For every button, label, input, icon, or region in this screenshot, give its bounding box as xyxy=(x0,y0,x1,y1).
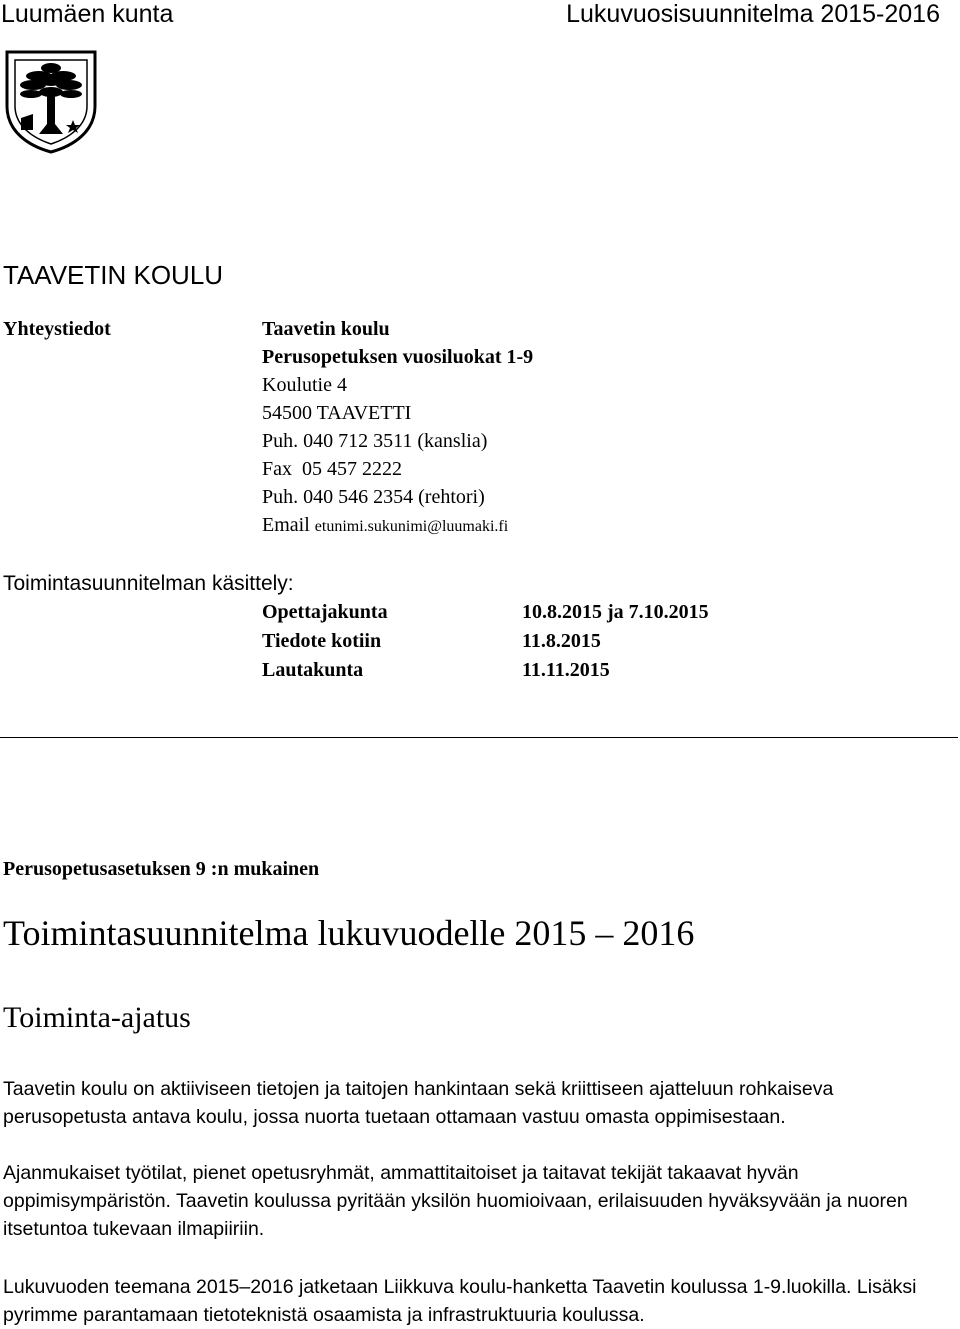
paragraph: Lukuvuoden teemana 2015–2016 jatketaan Liikkuva koulu-hanketta Taavetin koulussa 1-9.luokilla. Lisäksi pyrimme parantamaan tietoteknistä osaamista ja infrastruktuuria koulussa. xyxy=(3,1276,917,1326)
contact-postal: 54500 TAAVETTI xyxy=(262,402,412,424)
contact-fax: Fax 05 457 2222 xyxy=(262,458,402,480)
processing-body: Opettajakunta xyxy=(262,601,388,623)
header-municipality: Luumäen kunta xyxy=(1,0,174,28)
section-heading: Toiminta-ajatus xyxy=(3,1001,191,1034)
processing-body: Lautakunta xyxy=(262,659,364,681)
contact-street: Koulutie 4 xyxy=(262,374,347,396)
contact-phone-office: Puh. 040 712 3511 (kanslia) xyxy=(262,430,488,452)
contact-phone-principal: Puh. 040 546 2354 (rehtori) xyxy=(262,486,485,508)
paragraph: Ajanmukaiset työtilat, pienet opetusryhmät, ammattitaitoiset ja taitavat tekijät takaavat hyvän oppimisympäristön. Taavetin koulussa pyritään yksilön huomioivaan, erilaisuuden hyväksyvään ja nuoren itsetuntoa tukevaan ilmapiiriin. xyxy=(3,1162,908,1240)
processing-date: 11.11.2015 xyxy=(522,659,610,681)
section-divider xyxy=(0,737,958,738)
processing-date: 11.8.2015 xyxy=(522,630,601,652)
school-title: TAAVETIN KOULU xyxy=(3,260,224,290)
contact-email-link[interactable]: etunimi.sukunimi@luumaki.fi xyxy=(314,518,509,535)
decree-line: Perusopetusasetuksen 9 :n mukainen xyxy=(3,858,320,880)
contact-email-row xyxy=(262,514,508,537)
processing-date: 10.8.2015 ja 7.10.2015 xyxy=(522,601,709,623)
processing-heading: Toimintasuunnitelman käsittely: xyxy=(3,572,294,595)
coat-of-arms-icon xyxy=(3,48,99,154)
processing-body: Tiedote kotiin xyxy=(262,630,382,652)
contact-name: Taavetin koulu xyxy=(262,318,390,340)
header-plan-title: Lukuvuosisuunnitelma 2015-2016 xyxy=(566,0,940,28)
contact-grades: Perusopetuksen vuosiluokat 1-9 xyxy=(262,346,534,368)
paragraph: Taavetin koulu on aktiiviseen tietojen ja taitojen hankintaan sekä kriittiseen ajatteluun rohkaiseva perusopetusta antava koulu, jossa nuorta tuetaan ottamaan vastuu omasta oppimisestaan. xyxy=(3,1078,834,1128)
contact-label: Yhteystiedot xyxy=(3,318,111,340)
contact-email-label: Email xyxy=(262,514,310,536)
main-heading: Toimintasuunnitelma lukuvuodelle 2015 – 2016 xyxy=(3,913,695,953)
